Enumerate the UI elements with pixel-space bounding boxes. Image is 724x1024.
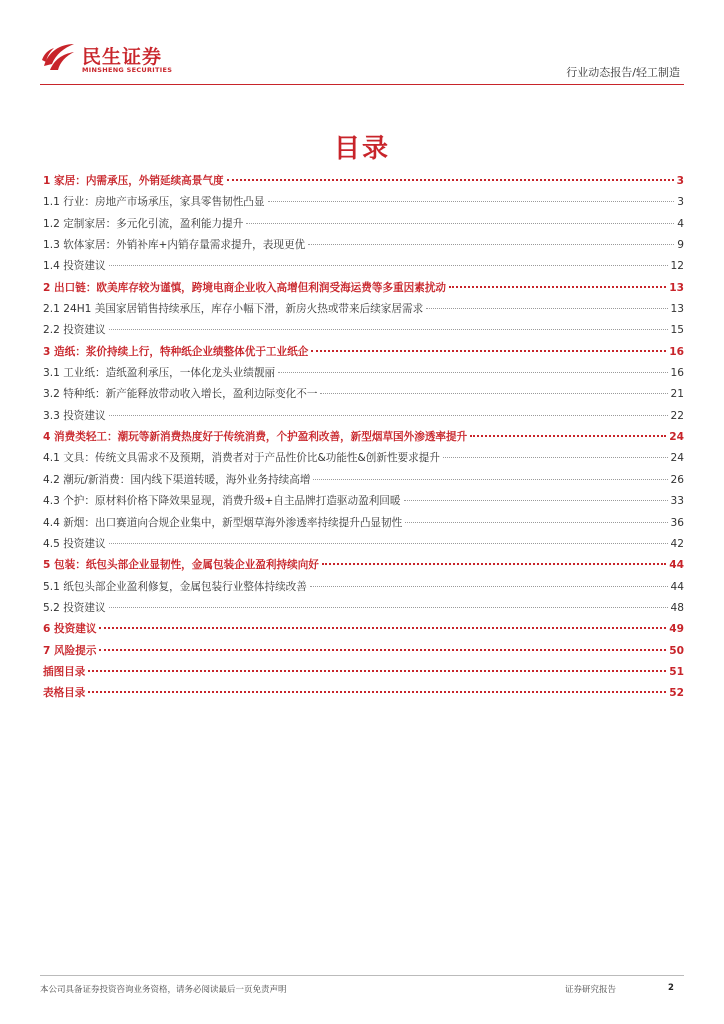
toc-dot-leader (246, 223, 674, 224)
toc-entry-page: 22 (670, 409, 684, 422)
toc-entry-section[interactable] (43, 194, 684, 215)
toc-entry-text: 表格目录 (43, 687, 86, 700)
toc-entry-chapter[interactable] (43, 685, 684, 706)
toc-entry-text: 3.1 工业纸：造纸盈利承压，一体化龙头业绩靓丽 (43, 367, 276, 380)
toc-dot-leader (109, 329, 668, 330)
footer-disclaimer: 本公司具备证券投资咨询业务资格，请务必阅读最后一页免责声明 (40, 985, 287, 995)
toc-entry-text: 4.3 个护：原材料价格下降效果显现，消费升级+自主品牌打造驱动盈利回暖 (43, 495, 401, 508)
toc-entry-chapter[interactable] (43, 557, 684, 578)
toc-entry-text: 3 造纸：浆价持续上行，特种纸企业绩整体优于工业纸企 (43, 345, 309, 358)
toc-entry-section[interactable] (43, 237, 684, 258)
toc-entry-page: 44 (670, 580, 684, 593)
report-category: 行业动态报告/轻工制造 (566, 66, 680, 79)
toc-dot-leader (109, 415, 668, 416)
toc-dot-leader (310, 586, 668, 587)
toc-entry-text: 4 消费类轻工：潮玩等新消费热度好于传统消费，个护盈利改善，新型烟草国外渗透率提升 (43, 431, 468, 444)
toc-entry-section[interactable] (43, 386, 684, 407)
toc-dot-leader (449, 286, 666, 288)
minsheng-logo-icon (40, 40, 78, 74)
toc-entry-section[interactable] (43, 515, 684, 536)
toc-dot-leader (443, 457, 668, 458)
toc-entry-chapter[interactable] (43, 621, 684, 642)
toc-dot-leader (227, 179, 674, 181)
toc-entry-text: 3.3 投资建议 (43, 409, 106, 422)
toc-entry-text: 3.2 特种纸：新产能释放带动收入增长，盈利边际变化不一 (43, 388, 318, 401)
toc-entry-page: 50 (669, 644, 684, 657)
toc-entry-section[interactable] (43, 600, 684, 621)
toc-entry-text: 2 出口链：欧美库存较为谨慎，跨境电商企业收入高增但利润受海运费等多重因素扰动 (43, 281, 447, 294)
toc-entry-section[interactable] (43, 472, 684, 493)
toc-dot-leader (320, 393, 667, 394)
toc-entry-text: 6 投资建议 (43, 623, 97, 636)
header-divider (40, 84, 684, 85)
toc-entry-chapter[interactable] (43, 280, 684, 301)
toc-entry-text: 1.1 行业：房地产市场承压，家具零售韧性凸显 (43, 196, 265, 209)
toc-dot-leader (109, 265, 668, 266)
logo-text-cn: 民生证券 (82, 46, 163, 68)
toc-entry-text: 1 家居：内需承压，外销延续高景气度 (43, 175, 224, 187)
toc-entry-page: 52 (669, 687, 684, 700)
toc-dot-leader (311, 350, 666, 352)
toc-entry-page: 48 (670, 601, 684, 614)
toc-entry-text: 5.1 纸包头部企业盈利修复，金属包装行业整体持续改善 (43, 580, 307, 593)
toc-dot-leader (109, 607, 668, 608)
toc-entry-page: 3 (676, 175, 684, 187)
toc-entry-text: 4.1 文具：传统文具需求不及预期，消费者对于产品性价比&功能性&创新性要求提升 (43, 452, 440, 465)
toc-entry-page: 42 (670, 537, 684, 550)
toc-entry-text: 4.5 投资建议 (43, 537, 106, 550)
toc-entry-text: 2.1 24H1 美国家居销售持续承压，库存小幅下滑，新房火热或带来后续家居需求 (43, 303, 424, 316)
toc-dot-leader (313, 479, 667, 480)
toc-entry-text: 4.4 新烟：出口赛道向合规企业集中，新型烟草海外渗透率持续提升凸显韧性 (43, 516, 403, 529)
toc-entry-page: 49 (669, 623, 684, 636)
toc-entry-page: 12 (670, 260, 684, 273)
toc-entry-page: 33 (670, 495, 684, 508)
toc-entry-section[interactable] (43, 536, 684, 557)
toc-entry-page: 26 (670, 473, 684, 486)
toc-entry-page: 21 (670, 388, 684, 401)
toc-entry-page: 15 (670, 324, 684, 337)
toc-dot-leader (322, 563, 666, 565)
logo-text-en: MINSHENG SECURITIES (82, 66, 173, 74)
toc-entry-text: 1.3 软体家居：外销补库+内销存量需求提升，表现更优 (43, 239, 306, 252)
toc-entry-chapter[interactable] (43, 664, 684, 685)
toc-entry-text: 1.2 定制家居：多元化引流，盈利能力提升 (43, 217, 244, 230)
toc-entry-chapter[interactable] (43, 344, 684, 365)
toc-dot-leader (308, 244, 674, 245)
toc-dot-leader (109, 543, 668, 544)
toc-entry-page: 3 (677, 196, 684, 209)
toc-entry-section[interactable] (43, 301, 684, 322)
toc-dot-leader (99, 627, 666, 629)
toc-entry-text: 7 风险提示 (43, 644, 97, 657)
toc-title: 目录 (333, 134, 390, 164)
toc-entry-chapter[interactable] (43, 643, 684, 664)
toc-dot-leader (88, 670, 666, 672)
page-header (40, 38, 684, 84)
toc-entry-page: 24 (669, 431, 684, 444)
toc-entry-chapter[interactable] (43, 173, 684, 194)
toc-entry-page: 16 (670, 367, 684, 380)
toc-entry-section[interactable] (43, 258, 684, 279)
footer-report-type: 证券研究报告 (565, 985, 617, 995)
toc-entry-section[interactable] (43, 579, 684, 600)
table-of-contents (43, 173, 684, 707)
toc-entry-section[interactable] (43, 216, 684, 237)
toc-entry-section[interactable] (43, 408, 684, 429)
toc-entry-page: 44 (669, 559, 684, 572)
toc-entry-page: 16 (669, 345, 684, 358)
toc-entry-page: 13 (669, 281, 684, 294)
toc-entry-section[interactable] (43, 322, 684, 343)
toc-dot-leader (99, 649, 666, 651)
footer-divider (40, 975, 684, 976)
toc-entry-section[interactable] (43, 493, 684, 514)
toc-entry-text: 2.2 投资建议 (43, 324, 106, 337)
toc-entry-page: 13 (670, 303, 684, 316)
toc-entry-page: 36 (670, 516, 684, 529)
toc-entry-chapter[interactable] (43, 429, 684, 450)
toc-dot-leader (404, 500, 668, 501)
toc-entry-page: 4 (677, 217, 684, 230)
toc-entry-text: 5 包装：纸包头部企业显韧性，金属包装企业盈利持续向好 (43, 559, 319, 572)
toc-dot-leader (88, 691, 666, 693)
toc-dot-leader (426, 308, 667, 309)
toc-entry-page: 51 (669, 665, 684, 678)
toc-entry-text: 插图目录 (43, 665, 86, 678)
toc-entry-page: 24 (670, 452, 684, 465)
toc-dot-leader (405, 522, 667, 523)
toc-entry-section[interactable] (43, 365, 684, 386)
toc-dot-leader (470, 435, 666, 437)
toc-dot-leader (278, 372, 667, 373)
page-number: 2 (668, 983, 674, 993)
toc-entry-page: 9 (677, 239, 684, 252)
toc-entry-section[interactable] (43, 450, 684, 471)
toc-dot-leader (268, 201, 675, 202)
toc-entry-text: 5.2 投资建议 (43, 601, 106, 614)
toc-entry-text: 1.4 投资建议 (43, 260, 106, 273)
toc-entry-text: 4.2 潮玩/新消费：国内线下渠道转暖，海外业务持续高增 (43, 473, 311, 486)
minsheng-logo (40, 38, 180, 78)
